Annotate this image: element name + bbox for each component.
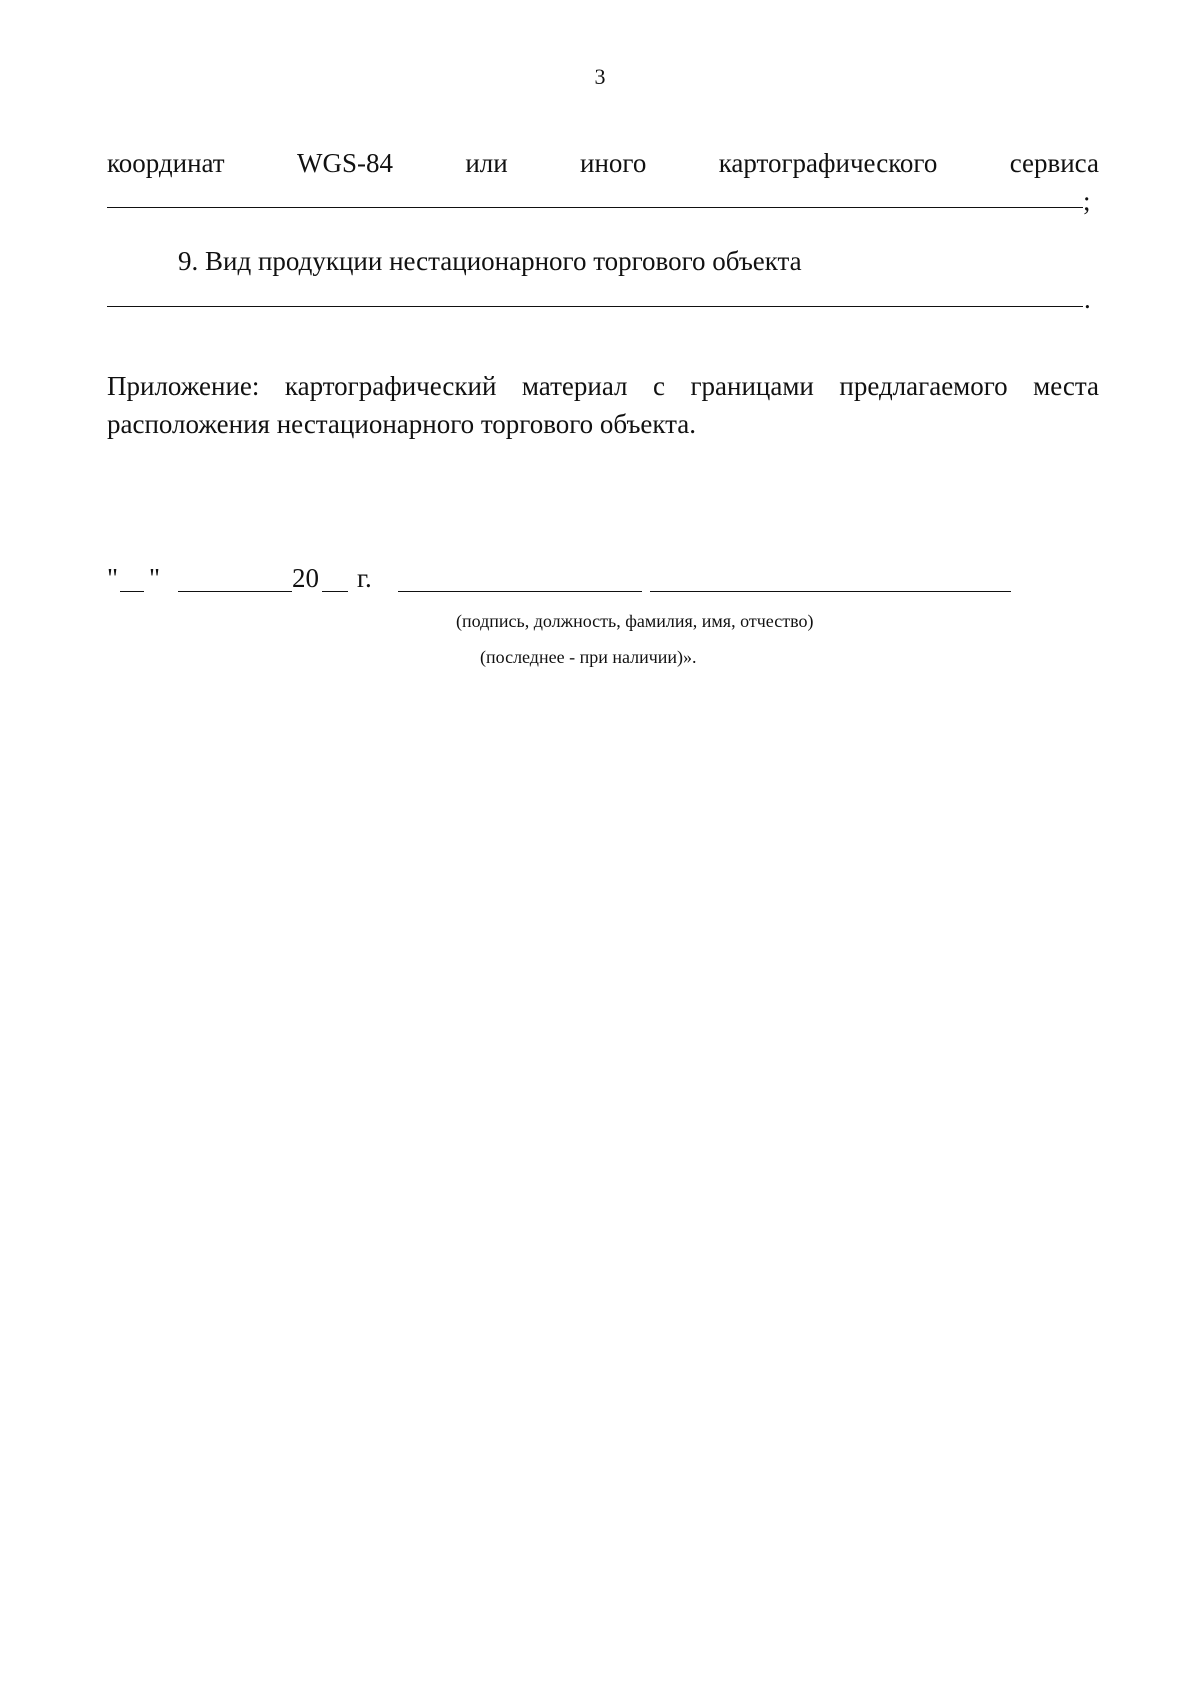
date-year-blank	[322, 591, 348, 592]
word-service: сервиса	[1009, 148, 1099, 178]
coords-words-line	[107, 146, 1099, 180]
item9-blank-line	[107, 306, 1083, 307]
coords-blank-line	[107, 207, 1083, 208]
date-open-quote: "	[107, 563, 119, 593]
page-number: 3	[594, 64, 606, 89]
item9-label: 9. Вид продукции нестационарного торгового объекта	[178, 246, 802, 276]
date-day-blank	[120, 591, 144, 592]
date-year-suffix: г.	[357, 563, 372, 593]
appendix-line-2: расположения нестационарного торгового объекта.	[107, 409, 697, 439]
word-wgs84: WGS-84	[296, 148, 393, 178]
signature-caption-1: (подпись, должность, фамилия, имя, отчество)	[456, 611, 814, 631]
signature-caption-2: (последнее - при наличии)».	[480, 647, 697, 667]
appendix-line-1: Приложение: картографический материал с границами предлагаемого места	[107, 371, 1099, 401]
word-cartographic: картографического	[718, 148, 938, 178]
signature-blank-2	[650, 591, 1011, 592]
coords-semicolon: ;	[1083, 186, 1091, 216]
signature-blank-1	[398, 591, 642, 592]
word-coordinates: координат	[107, 148, 225, 178]
date-month-blank	[178, 591, 292, 592]
word-other: иного	[580, 148, 647, 178]
date-year-prefix: 20	[292, 563, 319, 593]
date-close-quote: "	[149, 563, 161, 593]
word-or: или	[465, 148, 508, 178]
item9-period: .	[1084, 284, 1091, 314]
